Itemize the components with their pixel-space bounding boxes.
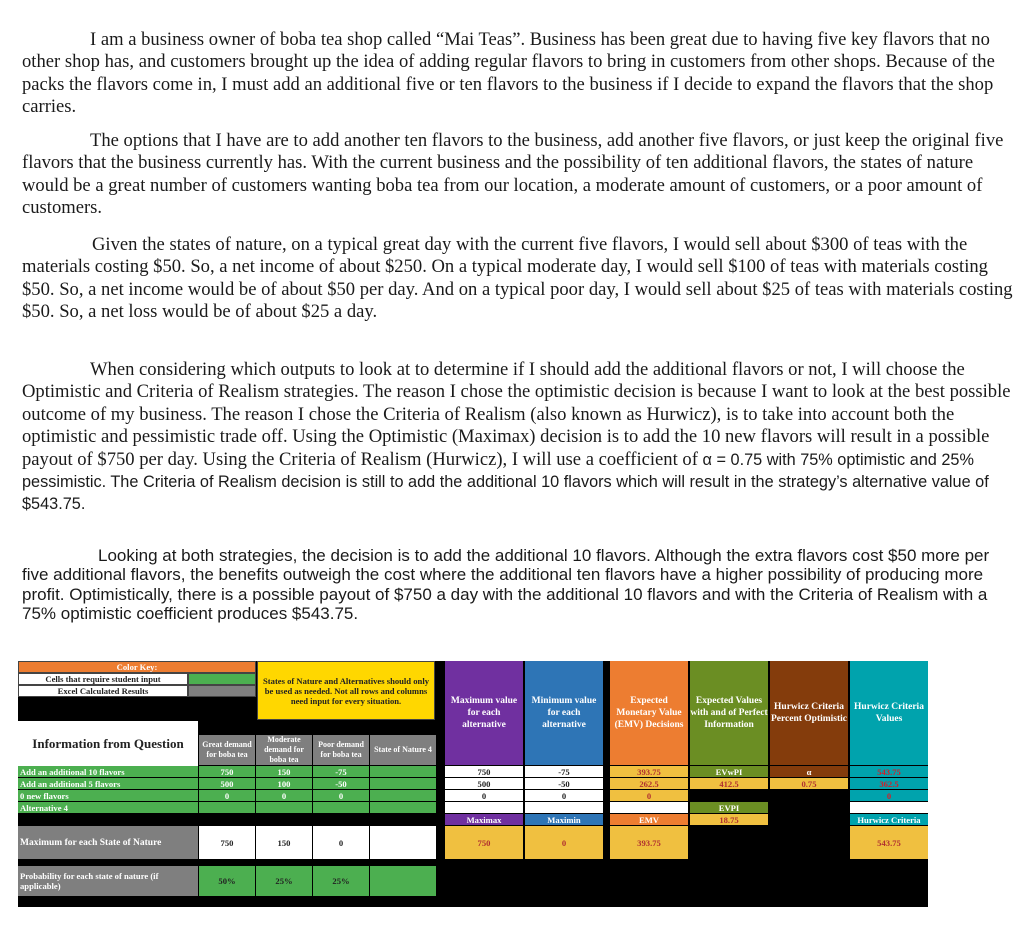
max-state-moderate: 150 bbox=[256, 826, 312, 859]
table-cell bbox=[610, 802, 688, 813]
table-cell: 750 bbox=[199, 766, 255, 777]
table-cell bbox=[370, 802, 436, 813]
maximin-value: 0 bbox=[525, 826, 603, 859]
state-header-moderate: Moderate demand for boba tea bbox=[256, 735, 312, 765]
color-key-label: Color Key: bbox=[18, 661, 256, 673]
key-excel-swatch bbox=[188, 685, 256, 697]
maximax-label: Maximax bbox=[445, 814, 523, 825]
header-hurwicz-percent: Hurwicz Criteria Percent Optimistic bbox=[770, 661, 848, 765]
table-cell: 0 bbox=[313, 790, 369, 801]
evwpi-label: EVwPI bbox=[690, 766, 768, 777]
probability-poor: 25% bbox=[313, 866, 369, 896]
max-state-poor: 0 bbox=[313, 826, 369, 859]
table-cell: -50 bbox=[525, 778, 603, 789]
table-cell: 150 bbox=[256, 766, 312, 777]
table-cell bbox=[199, 802, 255, 813]
decision-spreadsheet bbox=[18, 661, 928, 907]
header-min-value: Minimum value for each alternative bbox=[525, 661, 603, 765]
header-emv: Expected Monetary Value (EMV) Decisions bbox=[610, 661, 688, 765]
table-cell: -50 bbox=[313, 778, 369, 789]
key-student-input: Cells that require student input bbox=[18, 673, 188, 685]
states-note: States of Nature and Alternatives should only be used as needed. Not all rows and columns need input for every situation. bbox=[257, 661, 435, 720]
paragraph-states-text: Given the states of nature, on a typical great day with the current five flavors, I would sell about $300 of teas with the materials costing $50. So, a net income of about $250. On a typical moderate day, I would sell $100 of teas with materials costing $50. So, a net income would be of about $50 per day. And on a typical poor day, I would sell about $25 of teas with materials costing $50. So, a net loss would be of about $25 a day. bbox=[22, 234, 1013, 323]
table-cell: 0 bbox=[199, 790, 255, 801]
table-cell: 100 bbox=[256, 778, 312, 789]
probability-label: Probability for each state of nature (if applicable) bbox=[18, 866, 198, 896]
state-header-great: Great demand for boba tea bbox=[199, 735, 255, 765]
table-cell bbox=[850, 802, 928, 813]
probability-great: 50% bbox=[199, 866, 255, 896]
header-max-value: Maximum value for each alternative bbox=[445, 661, 523, 765]
info-title: Information from Question bbox=[18, 721, 198, 766]
key-excel-results: Excel Calculated Results bbox=[18, 685, 188, 697]
table-cell bbox=[445, 802, 523, 813]
emv-value: 393.75 bbox=[610, 826, 688, 859]
table-cell: -75 bbox=[525, 766, 603, 777]
paragraph-options bbox=[22, 130, 1017, 220]
alternative-name: Add an additional 5 flavors bbox=[18, 778, 198, 789]
table-cell bbox=[256, 802, 312, 813]
paragraph-conclusion-text: Looking at both strategies, the decision is to add the additional 10 flavors. Although the extra flavors cost $50 more per five additional flavors, the benefits outweigh the cost where the additional ten flavors have a higher possibility of producing more profit. Optimistically, there is a possible payout of $750 a day with the additional 10 flavors and with the Criteria of Realism with a 75% optimistic coefficient produces $543.75. bbox=[22, 546, 990, 624]
header-evpi: Expected Values with and of Perfect Information bbox=[690, 661, 768, 765]
table-cell: 393.75 bbox=[610, 766, 688, 777]
paragraph-conclusion bbox=[22, 546, 1017, 624]
max-state-great: 750 bbox=[199, 826, 255, 859]
table-cell: 262.5 bbox=[610, 778, 688, 789]
table-cell: 500 bbox=[445, 778, 523, 789]
hurwicz-value: 543.75 bbox=[850, 826, 928, 859]
header-hurwicz-values: Hurwicz Criteria Values bbox=[850, 661, 928, 765]
table-cell: 0 bbox=[850, 790, 928, 801]
table-cell: 543.75 bbox=[850, 766, 928, 777]
emv-label: EMV bbox=[610, 814, 688, 825]
max-state-label: Maximum for each State of Nature bbox=[18, 826, 198, 859]
evpi-label: EVPI bbox=[690, 802, 768, 813]
table-cell: 0 bbox=[610, 790, 688, 801]
alpha-value: 0.75 bbox=[770, 778, 848, 789]
maximax-value: 750 bbox=[445, 826, 523, 859]
alternative-name: Alternative 4 bbox=[18, 802, 198, 813]
key-input-swatch bbox=[188, 673, 256, 685]
alternative-name: Add an additional 10 flavors bbox=[18, 766, 198, 777]
state-header-poor: Poor demand for boba tea bbox=[313, 735, 369, 765]
alpha-label: α bbox=[770, 766, 848, 777]
table-cell: 750 bbox=[445, 766, 523, 777]
table-cell: 0 bbox=[445, 790, 523, 801]
paragraph-strategies bbox=[22, 359, 1017, 516]
paragraph-intro bbox=[22, 29, 1017, 119]
table-cell: 0 bbox=[256, 790, 312, 801]
maximin-label: Maximin bbox=[525, 814, 603, 825]
table-cell bbox=[313, 802, 369, 813]
table-cell bbox=[370, 790, 436, 801]
probability-state-4 bbox=[370, 866, 436, 896]
evpi-value: 18.75 bbox=[690, 814, 768, 825]
table-cell: 0 bbox=[525, 790, 603, 801]
table-cell bbox=[370, 778, 436, 789]
alternative-name: 0 new flavors bbox=[18, 790, 198, 801]
evwpi-value: 412.5 bbox=[690, 778, 768, 789]
paragraph-strategies-text-sans: α = 0.75 with 75% optimistic and 25% pessimistic. The Criteria of Realism decision is still to add the additional 10 flavors which will result in the strategy’s alternative value of $543.75. bbox=[22, 450, 989, 514]
table-cell bbox=[370, 766, 436, 777]
table-cell bbox=[525, 802, 603, 813]
table-cell: -75 bbox=[313, 766, 369, 777]
state-header-4: State of Nature 4 bbox=[370, 735, 436, 765]
probability-moderate: 25% bbox=[256, 866, 312, 896]
hurwicz-criteria-label: Hurwicz Criteria bbox=[850, 814, 928, 825]
paragraph-intro-text: I am a business owner of boba tea shop called “Mai Teas”. Business has been great due to having five key flavors that no other shop has, and customers brought up the idea of adding regular flavors to bring in customers from other shops. Because of the packs the flavors come in, I must add an additional five or ten flavors to the business if I decide to expand the flavors that the shop carries. bbox=[22, 29, 995, 118]
table-cell: 500 bbox=[199, 778, 255, 789]
paragraph-options-text: The options that I have are to add another ten flavors to the business, add another five flavors, or just keep the original five flavors that the business currently has. With the current business and the possibility of ten additional flavors, the states of nature would be a great number of customers wanting boba tea from our location, a moderate amount of customers, or a poor amount of customers. bbox=[22, 130, 1004, 219]
paragraph-strategies-text: When considering which outputs to look at to determine if I should add the additional flavors or not, I will choose the Optimistic and Criteria of Realism strategies. The reason I chose the optimistic decision is because I want to look at the best possible outcome of my business. The reason I chose the Criteria of Realism (also known as Hurwicz), is to take into account both the optimistic and pessimistic trade off. Using the Optimistic (Maximax) decision is to add the 10 new flavors will result in a possible payout of $750 per day. Using the Criteria of Realism (Hurwicz), I will use a coefficient of bbox=[22, 359, 1011, 470]
max-state-4 bbox=[370, 826, 436, 859]
table-cell: 362.5 bbox=[850, 778, 928, 789]
paragraph-states bbox=[22, 234, 1017, 324]
